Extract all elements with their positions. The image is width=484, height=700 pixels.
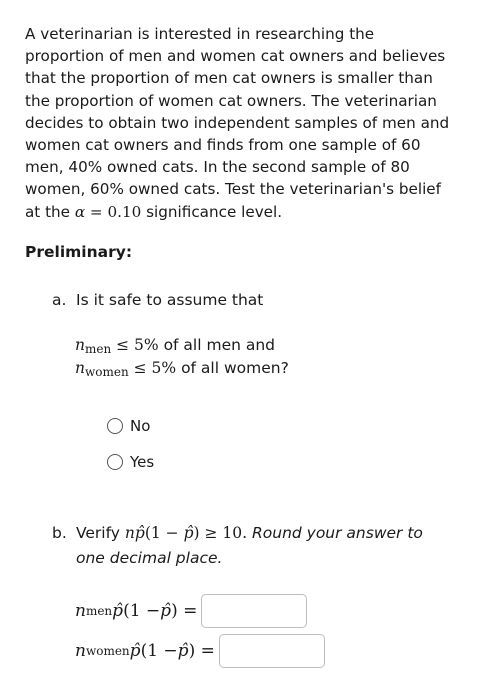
- expr-mid: (1 −: [144, 524, 184, 542]
- var-p-hat: p̂: [177, 641, 189, 661]
- instruction-text: one decimal place.: [76, 549, 223, 567]
- option-yes[interactable]: [107, 453, 154, 471]
- problem-statement: [25, 23, 465, 223]
- relation: ≤ 5%: [111, 336, 159, 354]
- prompt-line: proportion of men and women cat owners and believes: [25, 47, 446, 66]
- expr-mid: (1 −: [140, 641, 178, 661]
- prompt-line: women cat owners and finds from one sample of 60: [25, 136, 421, 155]
- var-p-hat: p̂: [134, 524, 145, 542]
- expr-end: ) ≥ 10.: [193, 524, 248, 542]
- prompt-line: men, 40% owned cats. In the second sample of 80: [25, 158, 410, 177]
- var-n: n: [124, 524, 135, 542]
- radio-button[interactable]: [107, 454, 123, 470]
- relation: ≤ 5%: [128, 359, 177, 377]
- radio-button[interactable]: [107, 418, 123, 434]
- question-letter: b.: [52, 524, 67, 542]
- var-p-hat: p̂: [129, 641, 141, 661]
- var-p-hat: p̂: [160, 601, 172, 621]
- option-label: No: [130, 417, 151, 435]
- verify-text: Verify: [76, 524, 125, 542]
- condition-women: [75, 359, 289, 379]
- condition-text: of all men and: [158, 336, 276, 354]
- answer-input-women[interactable]: [219, 634, 325, 668]
- var-n: n: [75, 336, 85, 354]
- subscript: women: [85, 644, 130, 658]
- var-n: n: [75, 641, 86, 661]
- alpha-symbol: α: [74, 202, 86, 221]
- expr-mid: (1 −: [123, 601, 161, 621]
- instruction-text: Round your answer to: [247, 524, 423, 542]
- section-heading: Preliminary:: [25, 243, 133, 261]
- question-b: [52, 521, 472, 571]
- prompt-text: significance level.: [141, 202, 283, 221]
- prompt-line: the proportion of women cat owners. The veterinarian: [25, 91, 437, 110]
- subscript: men: [84, 342, 112, 356]
- var-p-hat: p̂: [183, 524, 194, 542]
- prompt-line: A veterinarian is interested in researching the: [25, 25, 375, 43]
- prompt-line: women, 60% owned cats. Test the veterinarian's belief: [25, 180, 441, 199]
- option-label: Yes: [130, 453, 155, 471]
- question-text: Is it safe to assume that: [76, 291, 264, 309]
- option-no[interactable]: [107, 417, 150, 435]
- prompt-line-last: [25, 201, 465, 223]
- prompt-line: that the proportion of men cat owners is smaller than: [25, 69, 433, 88]
- condition-men: [75, 336, 275, 356]
- answer-input-men[interactable]: [201, 594, 307, 628]
- expr-end: ) =: [188, 641, 215, 661]
- prompt-text: at the: [25, 202, 75, 221]
- var-n: n: [75, 601, 86, 621]
- question-letter: a.: [52, 291, 67, 309]
- expr-end: ) =: [171, 601, 198, 621]
- question-a: [52, 291, 263, 309]
- prompt-line: decides to obtain two independent samples of men and: [25, 113, 450, 132]
- question-b-line1: [52, 521, 472, 546]
- var-n: n: [75, 359, 85, 377]
- condition-text: of all women?: [176, 359, 289, 377]
- subscript: women: [84, 365, 129, 379]
- formula-women: [75, 634, 325, 668]
- subscript: men: [85, 604, 113, 618]
- alpha-value: = 0.10: [85, 202, 142, 221]
- var-p-hat: p̂: [112, 601, 124, 621]
- formula-men: [75, 594, 307, 628]
